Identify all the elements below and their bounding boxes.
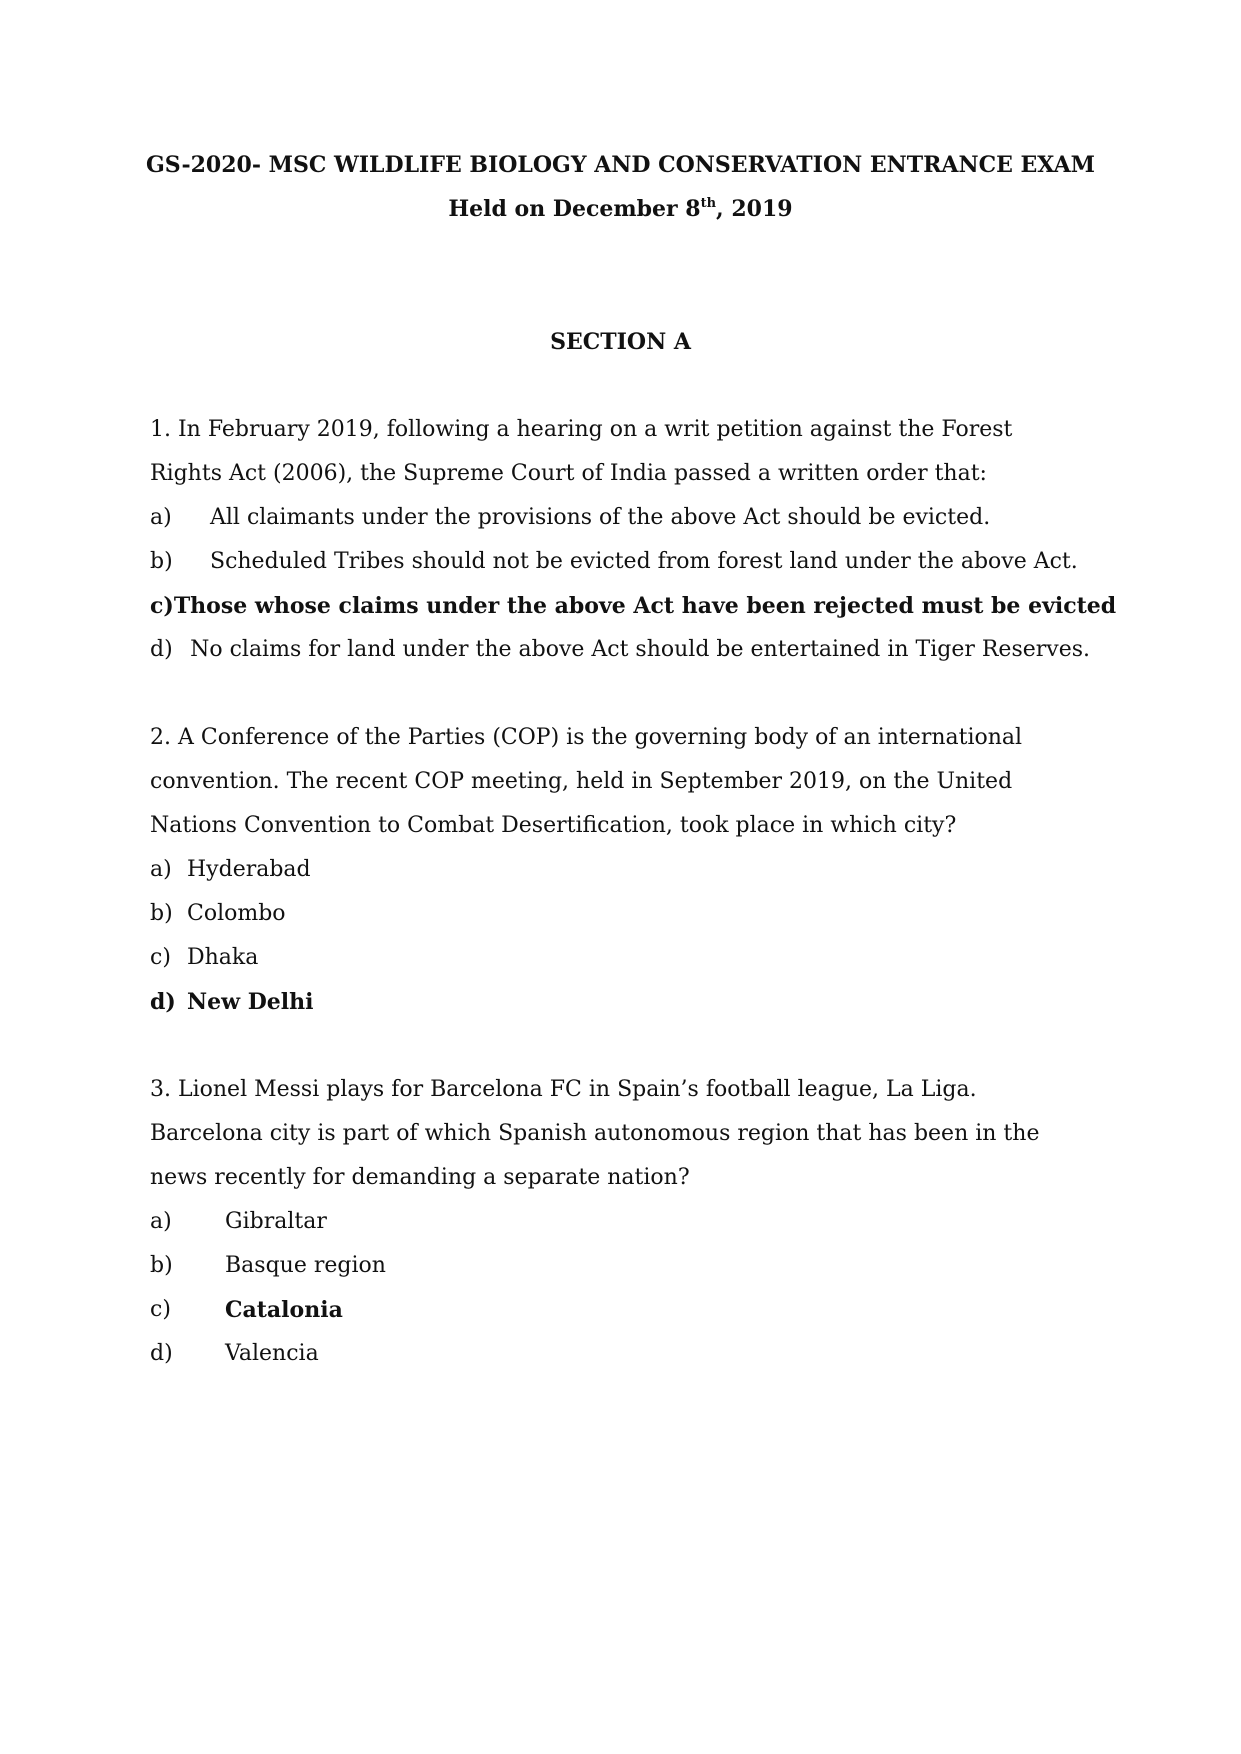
question-1 <box>150 408 1117 672</box>
exam-date-prefix: Held on December 8 <box>448 196 701 222</box>
option-letter: a) <box>150 857 172 882</box>
question-2-option-d-answer <box>150 980 1090 1024</box>
question-1-text: 1. In February 2019, following a hearing on a writ petition against the Forest Rights Act (2006), the Supreme Court of India passed a written order that: <box>150 417 1013 486</box>
option-text: Hyderabad <box>187 857 311 882</box>
option-letter: d) <box>150 637 173 662</box>
question-3-text: 3. Lionel Messi plays for Barcelona FC in Spain’s football league, La Liga. Barcelona city is part of which Spanish autonomous region that has been in the news recently for demanding a separate nation? <box>150 1077 1040 1190</box>
question-2-option-c <box>150 936 1090 980</box>
option-text: Colombo <box>187 901 286 926</box>
question-3 <box>150 1068 1090 1376</box>
exam-date-superscript: th <box>700 196 717 211</box>
option-letter: b) <box>150 549 173 574</box>
option-letter: a) <box>150 1209 172 1234</box>
question-2-text: 2. A Conference of the Parties (COP) is the governing body of an international convention. The recent COP meeting, held in September 2019, on the United Nations Convention to Combat Desertification, took place in which city? <box>150 725 1023 838</box>
question-2 <box>150 716 1090 1024</box>
exam-title: GS-2020- MSC WILDLIFE BIOLOGY AND CONSERVATION ENTRANCE EXAM <box>145 152 1096 178</box>
option-text: Those whose claims under the above Act have been rejected must be evicted <box>173 593 1117 619</box>
option-letter: d) <box>150 1341 173 1366</box>
option-text: Basque region <box>225 1253 386 1278</box>
question-2-option-b <box>150 892 1090 936</box>
question-1-option-c-answer <box>150 584 1117 628</box>
option-text: No claims for land under the above Act should be entertained in Tiger Reserves. <box>190 637 1090 662</box>
option-letter: a) <box>150 505 172 530</box>
question-1-option-d <box>150 628 1090 672</box>
question-1-option-a <box>150 496 1090 540</box>
question-3-option-c-answer <box>150 1288 1090 1332</box>
question-3-option-d <box>150 1332 1090 1376</box>
question-1-option-b <box>150 540 1090 584</box>
exam-date <box>0 194 1241 224</box>
question-2-option-a <box>150 848 1090 892</box>
question-3-option-b <box>150 1244 1090 1288</box>
section-heading: SECTION A <box>550 329 691 355</box>
option-text: New Delhi <box>187 989 314 1015</box>
question-3-option-a <box>150 1200 1090 1244</box>
option-text: Valencia <box>225 1341 319 1366</box>
option-letter: d) <box>150 989 176 1015</box>
option-text: Dhaka <box>187 945 259 970</box>
option-letter: c) <box>150 1297 171 1322</box>
option-letter: b) <box>150 901 173 926</box>
option-text: Catalonia <box>225 1297 343 1323</box>
option-text: Gibraltar <box>225 1209 327 1234</box>
option-text: Scheduled Tribes should not be evicted from forest land under the above Act. <box>210 549 1078 574</box>
option-letter: c) <box>150 593 174 619</box>
option-letter: b) <box>150 1253 173 1278</box>
exam-date-suffix: , 2019 <box>716 196 793 222</box>
option-text: All claimants under the provisions of the above Act should be evicted. <box>210 505 991 530</box>
option-letter: c) <box>150 945 171 970</box>
